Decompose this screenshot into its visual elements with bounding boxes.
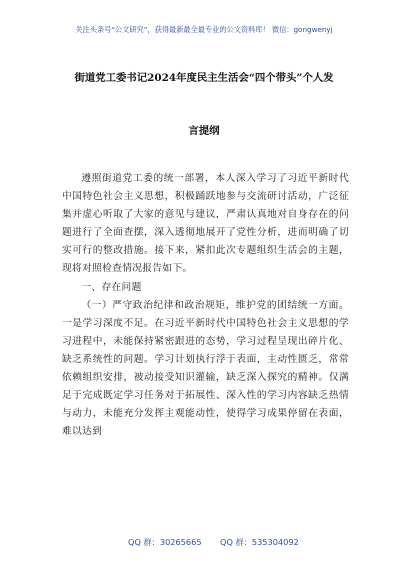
- document-title-line2: 言提纲: [188, 125, 220, 137]
- footer-qq-group-1: QQ 群：30265665: [128, 537, 202, 547]
- footer-qq-group-2: QQ 群：535304092: [220, 537, 299, 547]
- document-body: [62, 170, 349, 441]
- header-note: 关注头条号“公文研究”，获得最新最全最专业的公文资料库！ 微信：gongwenyj: [75, 25, 333, 34]
- document-title-line1: 街道党工委书记2024年度民主生活会“四个带头”个人发: [74, 72, 334, 84]
- intro-paragraph: 遵照街道党工委的统一部署，本人深入学习了习近平新时代中国特色社会主义思想，积极踊跃地参与交流研讨活动，广泛征集并虚心听取了大家的意见与建议，严肃认真地对自身存在的问题进行了全面查摆，深入透彻地展开了党性分析，进而明确了切实可行的整改措施。接下来，紧扣此次专题组织生活会的主题，现将对照检查情况报告如下。: [62, 173, 349, 275]
- subsection-paragraph: （一）严守政治纪律和政治规矩，维护党的团结统一方面。一是学习深度不足。在习近平新时代中国特色社会主义思想的学习进程中，未能保持紧密跟进的态势，学习过程呈现出碎片化、缺乏系统性的问题。学习计划执行浮于表面，主动性匮乏，常常依赖组织安排，被动接受知识灌输，缺乏深入探究的精神。仅满足于完成既定学习任务对于拓展性、深入性的学习内容缺乏热情与动力，未能充分发挥主观能动性，使得学习成果停留在表面，难以达到: [62, 299, 349, 438]
- section-heading: 一、存在问题: [81, 281, 142, 293]
